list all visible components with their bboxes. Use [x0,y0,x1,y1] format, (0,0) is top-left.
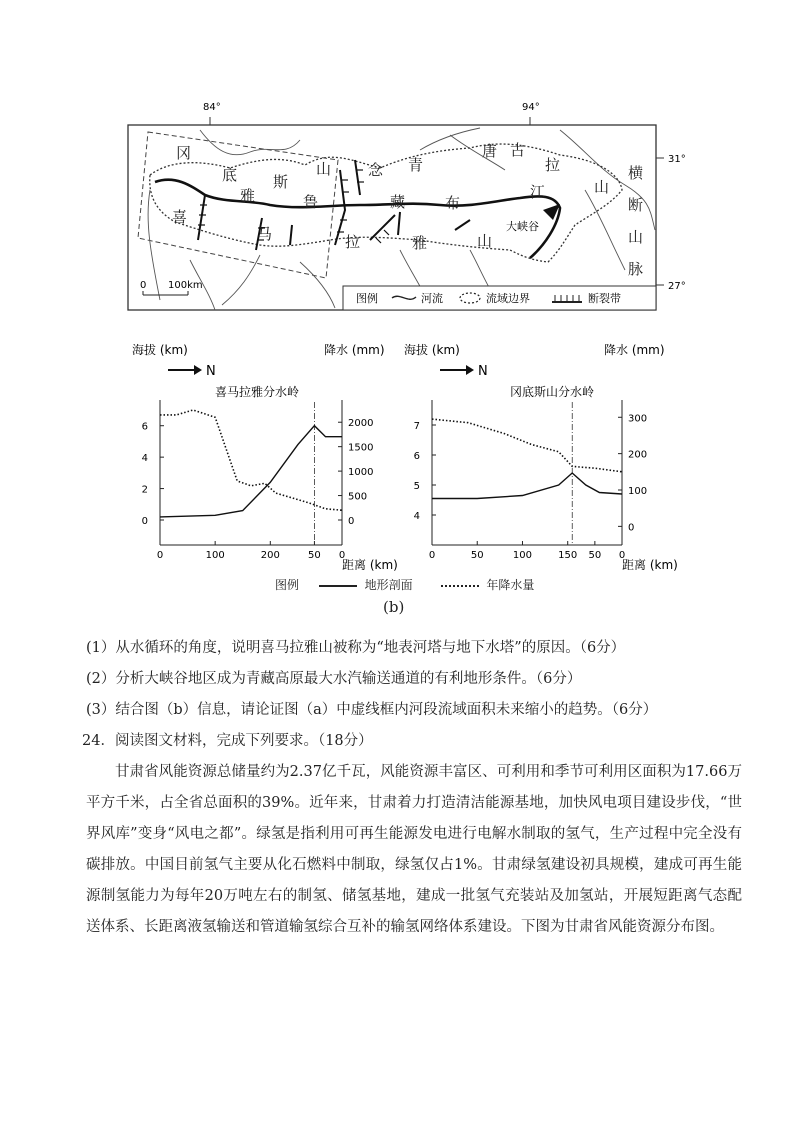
chart2-x-tick-label: 50 [470,550,484,561]
question-24-heading: 24．阅读图文材料，完成下列要求。（18分） [82,733,373,749]
chart-legend [275,576,534,593]
chart2-north-arrow-head [466,365,474,375]
label-qing: 青 [408,156,424,174]
chart1-right-tick-label: 1000 [348,467,374,479]
label-xi: 喜 [172,208,188,226]
label-la2: 拉 [345,233,361,251]
question-1: (1）从水循环的角度，说明喜马拉雅山被称为“地表河塔与地下水塔”的原因。（6分） [86,640,626,656]
chart2-right-tick-label: 0 [628,522,635,534]
chart2-left-tick-label: 7 [413,421,420,432]
gangdise-profile-chart [400,340,700,580]
label-zang: 藏 [390,193,406,211]
map-legend [343,286,656,310]
chart2-x-tick-label: 50 [588,550,602,561]
label-ya2: 雅 [412,234,428,252]
question-2: (2）分析大峡谷地区成为青藏高原最大水汽输送通道的有利地形条件。（6分） [86,671,582,687]
label-tang: 唐 [482,142,498,160]
label-shan4: 山 [628,228,644,246]
map-legend-river: 河流 [421,292,443,305]
label-duan: 断 [628,196,644,214]
chart1-right-tick-label: 1500 [348,442,374,454]
minor-rivers [148,128,655,310]
chart1-x-tick-label: 0 [338,550,346,561]
label-shan3: 山 [477,232,493,250]
chart1-north-arrow-head [194,365,202,375]
question-3: (3）结合图（b）信息，请论证图（a）中虚线框内河段流域面积未来缩小的趋势。（6分） [86,702,658,718]
chart2-rain-line [432,419,622,472]
chart2-x-tick-label: 0 [428,550,436,561]
map-legend-fault: 断裂带 [588,292,621,305]
chart-legend-terrain: 地形剖面 [364,578,413,592]
chart1-left-tick-label: 2 [141,484,148,496]
chart1-north-label: N [206,364,216,379]
legend-solid-line [319,585,357,587]
chart2-x-tick-label: 0 [618,550,626,561]
chart2-ylabel-right: 降水 (mm) [604,343,665,357]
chart1-left-tick-label: 4 [141,453,148,465]
figure-caption: (b) [383,598,405,616]
chart2-left-tick-label: 4 [413,511,420,522]
label-nian: 念 [368,161,384,179]
chart1-x-tick-label: 50 [308,550,321,561]
chart1-x-tick-label: 100 [205,550,225,561]
label-shan1: 山 [316,160,332,178]
scale-zero: 0 [140,280,147,291]
chart-legend-rain: 年降水量 [486,578,535,592]
chart1-ylabel-right: 降水 (mm) [324,343,385,357]
region-labels [172,141,643,278]
map-legend-basin: 流域边界 [486,292,530,305]
chart2-right-tick-label: 100 [628,486,648,497]
label-heng: 横 [628,164,644,182]
chart2-x-tick-label: 100 [512,550,533,561]
label-mai: 脉 [628,260,644,278]
chart1-x-tick-label: 200 [260,550,280,561]
chart-legend-title: 图例 [275,578,300,592]
label-gorge: 大峡谷 [506,220,539,233]
chart2-ylabel-left: 海拔 (km) [404,343,460,357]
chart2-left-tick-label: 6 [413,451,420,462]
label-bu: 布 [445,194,461,212]
lat-label-31: 31° [668,154,686,165]
label-di: 底 [222,166,238,184]
chart1-left-tick-label: 0 [141,516,148,527]
label-jiang: 江 [530,183,546,201]
lon-label-84: 84° [203,102,221,113]
label-gu: 古 [510,141,526,159]
lat-label-27: 27° [668,281,686,292]
material-paragraph: 甘肃省风能资源总储量约为2.37亿千瓦，风能资源丰富区、可利用和季节可利用区面积为17.66万平方千米，占全省总面积的39%。近年来，甘肃着力打造清洁能源基地，加快风电项目建设步伐，“世界风库”变身“风电之都”。绿氢是指利用可再生能源发电进行电解水制取的氢气，生产过程中完全没有碳排放。中国目前氢气主要从化石燃料中制取，绿氢仅占1%。甘肃绿氢建设初具规模，建成可再生能源制氢能力为每年20万吨左右的制氢、储氢基地，建成一批氢气充装站及加氢站，开展短距离气态配送体系、长距离液氢输送和管道输氢综合互补的输氢网络体系建设。下图为甘肃省风能资源分布图。 [86,764,742,935]
chart2-left-tick-label: 5 [413,481,420,492]
chart2-x-tick-label: 150 [558,550,578,561]
chart1-ylabel-left: 海拔 (km) [132,343,188,357]
scale-unit: 100km [168,280,203,291]
himalaya-profile-chart [130,340,398,580]
chart1-right-tick-label: 500 [348,491,368,503]
label-shan2: 山 [594,178,610,196]
chart1-x-tick-label: 0 [156,550,164,561]
chart2-north-label: N [478,364,488,379]
legend-dotted-line [441,585,479,587]
chart1-right-tick-label: 0 [348,516,355,527]
lon-label-94: 94° [522,102,540,113]
label-si: 斯 [273,173,289,191]
chart1-title: 喜马拉雅分水岭 [215,385,300,399]
chart1-right-tick-label: 2000 [348,418,374,430]
label-lu: 鲁 [303,193,319,211]
chart2-right-tick-label: 200 [628,449,648,461]
label-la1: 拉 [545,156,561,174]
scale-bar [140,280,203,295]
label-ya1: 雅 [240,187,256,205]
chart2-xlabel: 距离 (km) [622,558,678,572]
label-gang: 冈 [176,144,192,162]
chart1-left-tick-label: 6 [141,421,148,433]
chart2-right-tick-label: 300 [628,413,648,425]
map-legend-title: 图例 [356,292,378,305]
label-ma: 马 [257,225,273,243]
chart1-xlabel: 距离 (km) [342,558,398,572]
basin-map [0,0,800,330]
chart2-title: 冈底斯山分水岭 [510,385,595,399]
chart2-terrain-line [432,473,622,499]
